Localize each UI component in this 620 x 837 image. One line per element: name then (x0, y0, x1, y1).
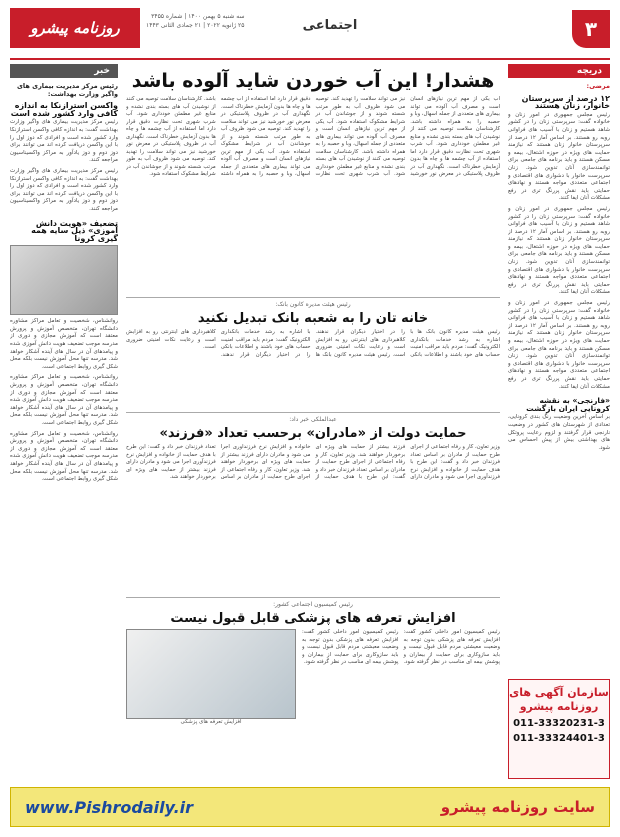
article4-body (302, 629, 500, 739)
article2-text: رئیس هیئت مدیره کانون بانک ها با اشاره به رشد خدمات بانکداری الکترونیک گفت: مردم باید مراقب امنیت حساب های خود باشند و اطلاعات بانکی را در اختیار دیگران قرار ندهند. کلاهبرداری های اینترنتی رو به افزایش است و رعایت نکات امنیتی ضروری است. (315, 329, 500, 358)
article4-text-2: رئیس کمیسیون امور داخلی کشور گفت: افزایش تعرفه های پزشکی بدون توجه به وضعیت معیشتی مردم قابل قبول نیست و باید سازوکاری برای حمایت از بیماران و پوشش بیمه ای مناسب در نظر گرفته شود. (302, 629, 399, 665)
left-title-2: تضعیف «هویت دانش آموزی» ذیل سایه همه گیری کرونا (31, 218, 118, 243)
article2-text-2: رئیس هیئت مدیره کانون بانک ها با اشاره به رشد خدمات بانکداری الکترونیک گفت: مردم باید مراقب امنیت حساب های خود باشند و اطلاعات بانکی را در اختیار دیگران قرار ندهند. کلاهبرداری های اینترنتی رو به افزایش است و رعایت نکات امنیتی ضروری است. (126, 329, 391, 358)
right-box-title: «فارنجی» به نقشه کرونایی ایران بازگشت (526, 396, 610, 413)
issue-line-2: ۲۵ ژانویه ۲۰۲۲ | ۲۱ جمادی الثانی ۱۴۴۳ (146, 22, 245, 29)
main-articles (126, 66, 500, 777)
right-column (508, 80, 610, 677)
main-lead-text-3: آب یکی از مهم ترین نیازهای انسان است و مصرف آب آلوده می تواند بیماری های متعددی از جمله اسهال، وبا و حصبه را به همراه داشته باشد. کارشناسان سلامت توصیه می کنند از نوشیدن آب های بسته بندی نشده و منابع غیر مطمئن خودداری شود. آب شرب شهری تحت نظارت دقیق قرار دارد اما استفاده از آب چشمه ها و چاه ها بدون آزمایش خطرناک است. نگهداری آب در ظروف پلاستیکی در معرض نور خورشید نیز می تواند سلامت را تهدید کند. توصیه می شود ظروف آب به طور مرتب شسته شوند و از جوشاندن آب در شرایط مشکوک استفاده شود. (126, 96, 311, 177)
classroom-photo (10, 245, 118, 315)
main-lead-text-2: آب یکی از مهم ترین نیازهای انسان است و مصرف آب آلوده می تواند بیماری های متعددی از جمله اسهال، وبا و حصبه را به همراه داشته باشد. کارشناسان سلامت توصیه می کنند از نوشیدن آب های بسته بندی نشده و منابع غیر مطمئن خودداری شود. آب شرب شهری تحت نظارت دقیق قرار دارد اما استفاده از آب چشمه ها و چاه ها بدون آزمایش خطرناک است. نگهداری آب در ظروف پلاستیکی در معرض نور خورشید نیز می تواند سلامت را تهدید کند. توصیه می شود ظروف آب به طور مرتب شسته شوند و از جوشاندن آب در شرایط مشکوک استفاده شود. (220, 96, 406, 177)
left-column-label: خبر (10, 64, 118, 78)
article3-kicker: عبدالملکی خبر داد: (289, 416, 337, 423)
article3-text-3: وزیر تعاون، کار و رفاه اجتماعی از اجرای طرح حمایت از مادران بر اساس تعداد فرزندان خبر داد و گفت: این طرح با هدف حمایت از خانواده و افزایش نرخ فرزندآوری اجرا می شود و مادران دارای فرزند بیشتر از حمایت های ویژه ای برخوردار خواهند شد. (126, 444, 311, 480)
right-body: رئیس مجلس جمهوری در امور زنان و خانواده گفت: سرپرستی زنان را در کشور شاهد هستیم و زنان با آسیب های فراوانی روبه رو هستند. بر اساس آمار ۱۲ درصد از سرپرستان خانوار زنان هستند که نیازمند حمایت های ویژه در حوزه اشتغال، بیمه و مسکن هستند و باید برنامه های جامعی برای توانمندسازی آنان تدوین شود. زنان سرپرست خانوار با دشواری های اقتصادی و اجتماعی متعددی مواجه هستند و نهادهای حمایتی باید نقش پررنگ تری در رفع مشکلات آنان ایفا کنند. (508, 111, 610, 202)
photo-caption: افزایش تعرفه های پزشکی (180, 719, 242, 725)
issue-line-1: سه شنبه ۵ بهمن ۱۴۰۰ | شماره ۳۴۵۵ (151, 13, 245, 20)
divider-1 (126, 297, 500, 298)
right-kicker: مرضی: (586, 82, 610, 90)
article2-kicker: رئیس هیئت مدیره کانون بانک: (275, 301, 351, 308)
left-body-1-repeat: رئیس مرکز مدیریت بیماری های واگیر وزارت بهداشت گفت: به اندازه کافی واکسن استرازنکا وارد کشور شده است و افرادی که دوز اول را با این واکسن دریافت کرده اند می توانند برای دوز دوم و دوز یادآور به مراکز واکسیناسیون مراجعه کنند. (10, 167, 118, 212)
article4-headline: افزایش تعرفه های پزشکی قابل قبول نیست (170, 611, 456, 626)
right-title: ۱۲ درصد از سرپرستان خانوار، زنان هستند (521, 93, 610, 111)
right-box-body: بر اساس آخرین وضعیت رنگ بندی کرونایی، تعدادی از شهرستان های کشور در وضعیت نارنجی قرار گرفتند و لزوم رعایت پروتکل های بهداشتی بیش از پیش احساس می شود. (508, 414, 610, 451)
article3-body (126, 444, 500, 594)
main-lead (126, 96, 500, 294)
website-banner[interactable] (10, 787, 610, 827)
divider-3 (126, 597, 500, 598)
left-body-2: روانشناس، شخصیت و تعامل مراکز مشاوره دانشگاه تهران، متخصص آموزش و پرورش معتقد است که آموزش مجازی و دوری از مدرسه موجب تضعیف هویت دانش آموزی شده و پیامدهای آن در سال های آینده آشکار خواهد شد. مدرسه تنها محل آموزش نیست بلکه محل شکل گیری روابط اجتماعی است. (10, 318, 118, 370)
article2-body (126, 329, 500, 409)
article4-row (126, 629, 500, 739)
newspaper-logo: روزنامه پیشرو (10, 8, 140, 48)
article2-headline: خانه تان را به شعبه بانک تبدیل نکنید (197, 311, 429, 326)
page-number: ۳ (572, 10, 610, 48)
article4-kicker: رئیس کمیسیون اجتماعی کشور: (273, 601, 353, 608)
ad-title: سازمان آگهی های روزنامه پیشرو (509, 686, 609, 713)
article4-text: رئیس کمیسیون امور داخلی کشور گفت: افزایش تعرفه های پزشکی بدون توجه به وضعیت معیشتی مردم قابل قبول نیست و باید سازوکاری برای حمایت از بیماران و پوشش بیمه ای مناسب در نظر گرفته شود. (403, 629, 500, 665)
ad-phone-2: 011-33324401-3 (513, 733, 605, 744)
left-body-2-repeat: روانشناس، شخصیت و تعامل مراکز مشاوره دانشگاه تهران، متخصص آموزش و پرورش معتقد است که آموزش مجازی و دوری از مدرسه موجب تضعیف هویت دانش آموزی شده و پیامدهای آن در سال های آینده آشکار خواهد شد. مدرسه تنها محل آموزش نیست بلکه محل شکل گیری روابط اجتماعی است. (10, 374, 118, 426)
stethoscope-figure (126, 629, 296, 739)
left-title-1: واکسن استرازنکا به اندازه کافی وارد کشور شده است (10, 101, 118, 118)
main-headline: هشدار! این آب خوردن شاید آلوده باشد (131, 70, 495, 92)
article3-text-2: وزیر تعاون، کار و رفاه اجتماعی از اجرای طرح حمایت از مادران بر اساس تعداد فرزندان خبر داد و گفت: این طرح با هدف حمایت از خانواده و افزایش نرخ فرزندآوری اجرا می شود و مادران دارای فرزند بیشتر از حمایت های ویژه ای برخوردار خواهند شد. (220, 444, 406, 480)
left-column (10, 80, 118, 777)
article3-text: وزیر تعاون، کار و رفاه اجتماعی از اجرای طرح حمایت از مادران بر اساس تعداد فرزندان خبر داد و گفت: این طرح با هدف حمایت از خانواده و افزایش نرخ فرزندآوری اجرا می شود و مادران دارای فرزند بیشتر از حمایت های ویژه ای برخوردار خواهند شد. (315, 444, 500, 480)
banner-site-title: سایت روزنامه پیشرو (440, 798, 595, 816)
left-body-2-repeat-2: روانشناس، شخصیت و تعامل مراکز مشاوره دانشگاه تهران، متخصص آموزش و پرورش معتقد است که آموزش مجازی و دوری از مدرسه موجب تضعیف هویت دانش آموزی شده و پیامدهای آن در سال های آینده آشکار خواهد شد. مدرسه تنها محل آموزش نیست بلکه محل شکل گیری روابط اجتماعی است. (10, 430, 118, 483)
page-header (10, 8, 610, 60)
article3-headline: حمایت دولت از «مادران» برحسب تعداد «فرزند» (159, 426, 467, 441)
stethoscope-photo (126, 629, 296, 719)
ad-box (508, 679, 610, 779)
right-body-repeat-2: رئیس مجلس جمهوری در امور زنان و خانواده گفت: سرپرستی زنان را در کشور شاهد هستیم و زنان با آسیب های فراوانی روبه رو هستند. بر اساس آمار ۱۲ درصد از سرپرستان خانوار زنان هستند که نیازمند حمایت های ویژه در حوزه اشتغال، بیمه و مسکن هستند و باید برنامه های جامعی برای توانمندسازی آنان تدوین شود. زنان سرپرست خانوار با دشواری های اقتصادی و اجتماعی متعددی مواجه هستند و نهادهای حمایتی باید نقش پررنگ تری در رفع مشکلات آنان ایفا کنند. (508, 300, 610, 390)
issue-info (146, 12, 244, 30)
ad-phone-1: 011-33320231-3 (513, 718, 605, 729)
left-body-1: رئیس مرکز مدیریت بیماری های واگیر وزارت بهداشت گفت: به اندازه کافی واکسن استرازنکا وارد کشور شده است و افرادی که دوز اول را با این واکسن دریافت کرده اند می توانند برای دوز دوم و دوز یادآور به مراکز واکسیناسیون مراجعه کنند. (10, 119, 118, 164)
left-kicker-1: رئیس مرکز مدیریت بیماری های واگیر وزارت بهداشت: (16, 82, 118, 98)
section-title: اجتماعی (302, 18, 358, 33)
divider-2 (126, 412, 500, 413)
banner-url[interactable]: www.Pishrodaily.ir (25, 797, 194, 817)
main-lead-text: آب یکی از مهم ترین نیازهای انسان است و مصرف آب آلوده می تواند بیماری های متعددی از جمله اسهال، وبا و حصبه را به همراه داشته باشد. کارشناسان سلامت توصیه می کنند از نوشیدن آب های بسته بندی نشده و منابع غیر مطمئن خودداری شود. آب شرب شهری تحت نظارت دقیق قرار دارد اما استفاده از آب چشمه ها و چاه ها بدون آزمایش خطرناک است. نگهداری آب در ظروف پلاستیکی در معرض نور خورشید نیز می تواند سلامت را تهدید کند. توصیه می شود ظروف آب به طور مرتب شسته شوند و از جوشاندن آب در شرایط مشکوک استفاده شود. (315, 96, 500, 177)
right-body-repeat: رئیس مجلس جمهوری در امور زنان و خانواده گفت: سرپرستی زنان را در کشور شاهد هستیم و زنان با آسیب های فراوانی روبه رو هستند. بر اساس آمار ۱۲ درصد از سرپرستان خانوار زنان هستند که نیازمند حمایت های ویژه در حوزه اشتغال، بیمه و مسکن هستند و باید برنامه های جامعی برای توانمندسازی آنان تدوین شود. زنان سرپرست خانوار با دشواری های اقتصادی و اجتماعی متعددی مواجه هستند و نهادهای حمایتی باید نقش پررنگ تری در رفع مشکلات آنان ایفا کنند. (508, 205, 610, 296)
right-column-label: دریچه (508, 64, 610, 78)
